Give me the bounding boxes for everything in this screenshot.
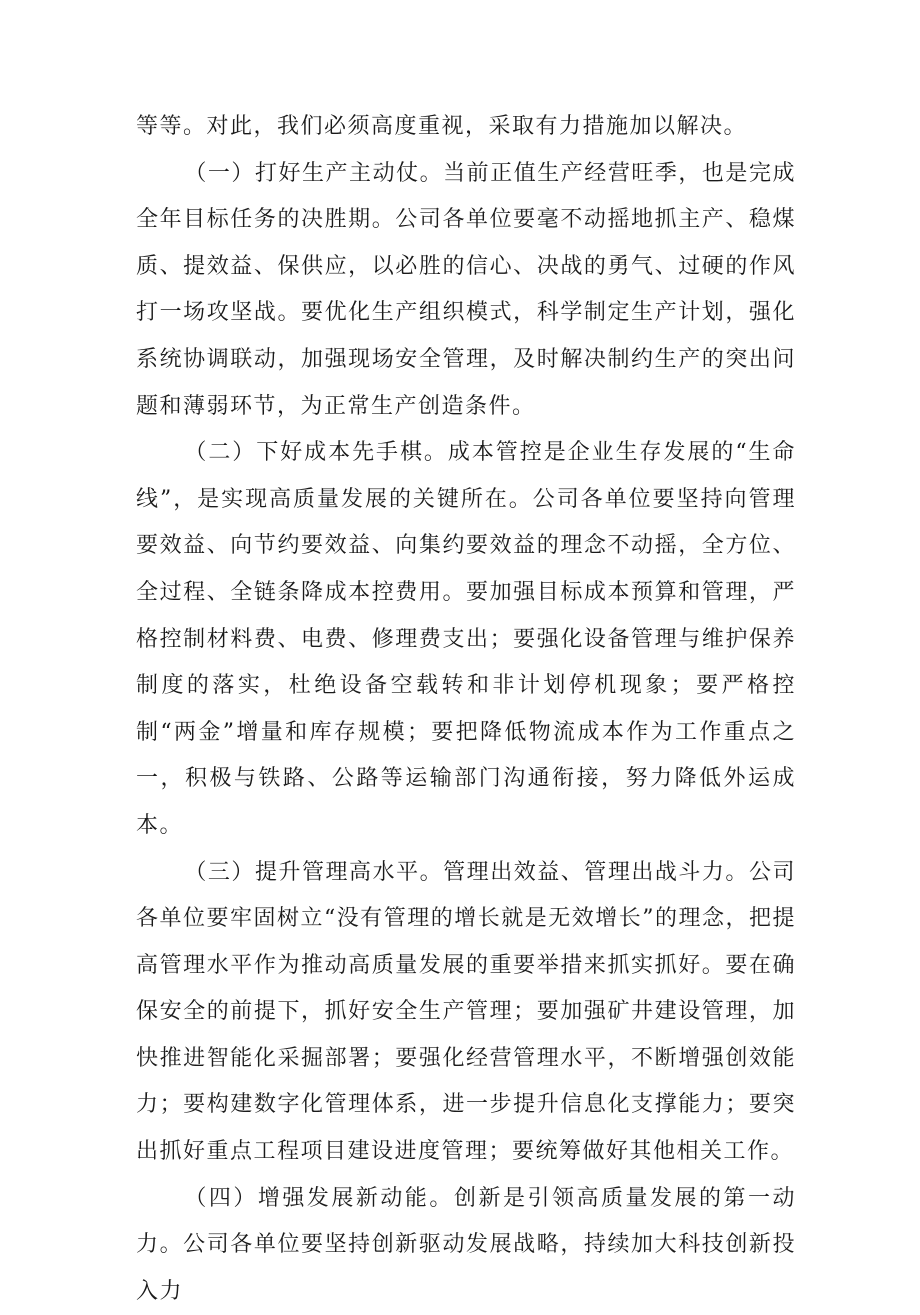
section-heading: （一）打好生产主动仗。	[184, 160, 444, 186]
paragraph-section-2	[136, 430, 796, 849]
paragraph-text: 管理出效益、管理出战斗力。公司各单位要牢固树立“没有管理的增长就是无效增长”的理念，把提高管理水平作为推动高质量发展的重要举措来抓实抓好。要在确保安全的前提下，抓好安全生产管理；要加强矿井建设管理，加快推进智能化采掘部署；要强化经营管理水平，不断增强创效能力；要构建数字化管理体系，进一步提升信息化支撑能力；要突出抓好重点工程项目建设进度管理；要统筹做好其他相关工作。	[136, 859, 796, 1165]
section-heading: （二）下好成本先手棋。	[184, 440, 448, 466]
paragraph-text: 创新是引领高质量发展的第一动力。公司各单位要坚持创新驱动发展战略，持续加大科技创新投入力	[136, 1185, 796, 1304]
paragraph-text: 当前正值生产经营旺季，也是完成全年目标任务的决胜期。公司各单位要毫不动摇地抓主产、稳煤质、提效益、保供应，以必胜的信心、决战的勇气、过硬的作风打一场攻坚战。要优化生产组织模式，科学制定生产计划，强化系统协调联动，加强现场安全管理，及时解决制约生产的突出问题和薄弱环节，为正常生产创造条件。	[136, 160, 796, 419]
section-heading: （三）提升管理高水平。	[184, 859, 444, 885]
paragraph-section-1	[136, 151, 796, 431]
paragraph-intro-tail	[136, 104, 796, 151]
paragraph-section-4	[136, 1176, 796, 1315]
paragraph-text: 等等。对此，我们必须高度重视，采取有力措施加以解决。	[136, 114, 748, 139]
paragraph-section-3	[136, 850, 796, 1176]
document-page	[136, 104, 796, 1315]
section-heading: （四）增强发展新动能。	[184, 1185, 454, 1211]
paragraph-text: 成本管控是企业生存发展的“生命线”，是实现高质量发展的关键所在。公司各单位要坚持向管理要效益、向节约要效益、向集约要效益的理念不动摇，全方位、全过程、全链条降成本控费用。要加强目标成本预算和管理，严格控制材料费、电费、修理费支出；要强化设备管理与维护保养制度的落实，杜绝设备空载转和非计划停机现象；要严格控制“两金”增量和库存规模；要把降低物流成本作为工作重点之一，积极与铁路、公路等运输部门沟通衔接，努力降低外运成本。	[136, 440, 796, 838]
